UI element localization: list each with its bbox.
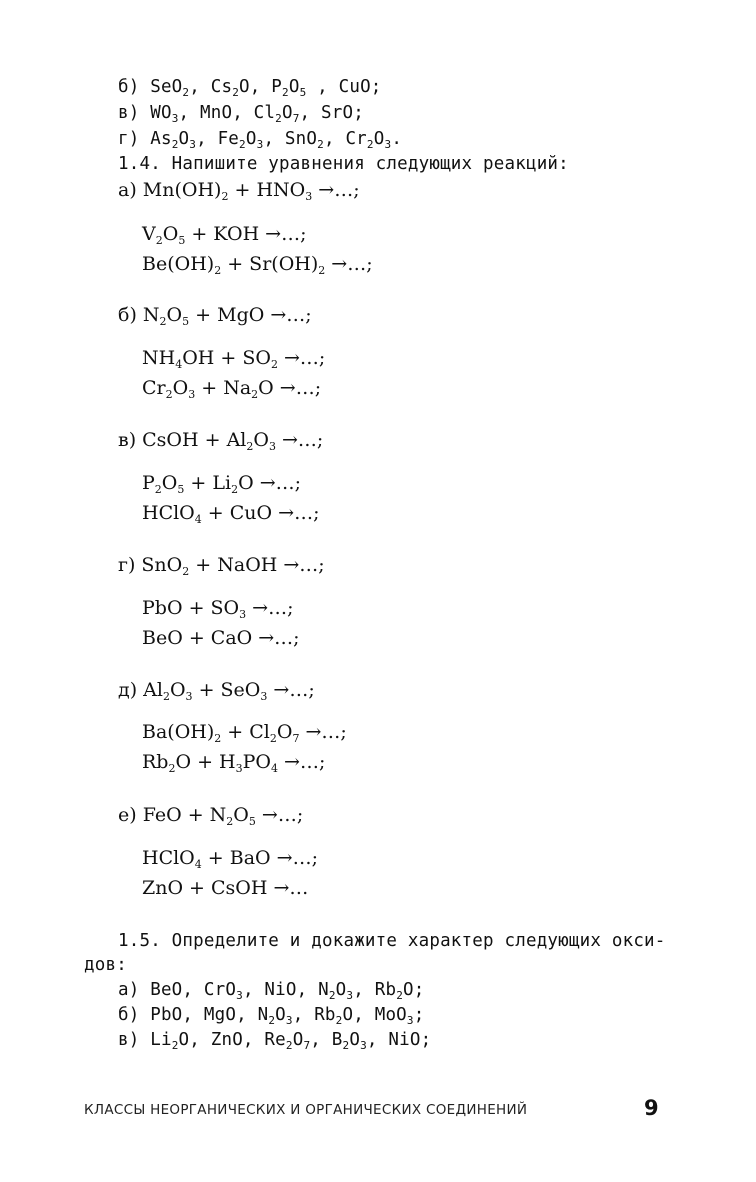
text-line: $Ba(OH)_2 + Cl_2O_7$ →…; (142, 721, 347, 745)
text-line: 1.5. Определите и докажите характер следующих окси- (118, 931, 666, 951)
page-number: 9 (644, 1096, 659, 1120)
text-line: $P_2O_5 + Li_2O$ →…; (142, 472, 302, 496)
text-line: в) $WO_3$, MnO, $Cl_2O_7$, SrO; (118, 103, 364, 125)
text-line: а) BeO, CrO$_3$, NiO, $N_2O_3$, $Rb_2O$; (118, 980, 425, 1002)
text-line: е) FeO + $N_2O_5$ →…; (118, 804, 304, 828)
text-line: BeO + CaO →…; (142, 627, 300, 649)
text-line: ZnO + CsOH →… (142, 877, 309, 899)
text-line: 1.4. Напишите уравнения следующих реакций: (118, 154, 569, 174)
text-line: б) SeO$_2$, $Cs_2O$, $P_2O_5$ , CuO; (118, 77, 382, 99)
text-line: $NH_4OH + SO_2$ →…; (142, 347, 326, 371)
running-title: КЛАССЫ НЕОРГАНИЧЕСКИХ И ОРГАНИЧЕСКИХ СОЕДИНЕНИЙ (84, 1102, 528, 1118)
text-line: г) $As_2O_3$, $Fe_2O_3$, SnO$_2$, $Cr_2O_3$. (118, 129, 403, 151)
text-line: HClO$_4$ + BaO →…; (142, 847, 318, 871)
text-line: д) $Al_2O_3 + SeO_3$ →…; (118, 679, 315, 703)
text-line: $Rb_2O + H_3PO_4$ →…; (142, 751, 326, 775)
text-line: $Be(OH)_2 + Sr(OH)_2$ →…; (142, 253, 373, 277)
text-line: в) CsOH + $Al_2O_3$ →…; (118, 429, 324, 453)
text-line: $V_2O_5$ + KOH →…; (142, 223, 307, 247)
text-line: а) $Mn(OH)_2 + HNO_3$ →…; (118, 179, 360, 203)
text-line: г) SnO$_2$ + NaOH →…; (118, 554, 325, 578)
text-line: в) $Li_2O$, ZnO, $Re_2O_7$, $B_2O_3$, NiO; (118, 1030, 432, 1052)
text-line: $Cr_2O_3 + Na_2O$ →…; (142, 377, 322, 401)
text-line: HClO$_4$ + CuO →…; (142, 502, 320, 526)
text-line: б) $N_2O_5$ + MgO →…; (118, 304, 312, 328)
text-line: б) PbO, MgO, $N_2O_3$, $Rb_2O$, MoO$_3$; (118, 1005, 425, 1027)
text-line: дов: (84, 955, 127, 975)
text-line: PbO + $SO_3$ →…; (142, 597, 294, 621)
